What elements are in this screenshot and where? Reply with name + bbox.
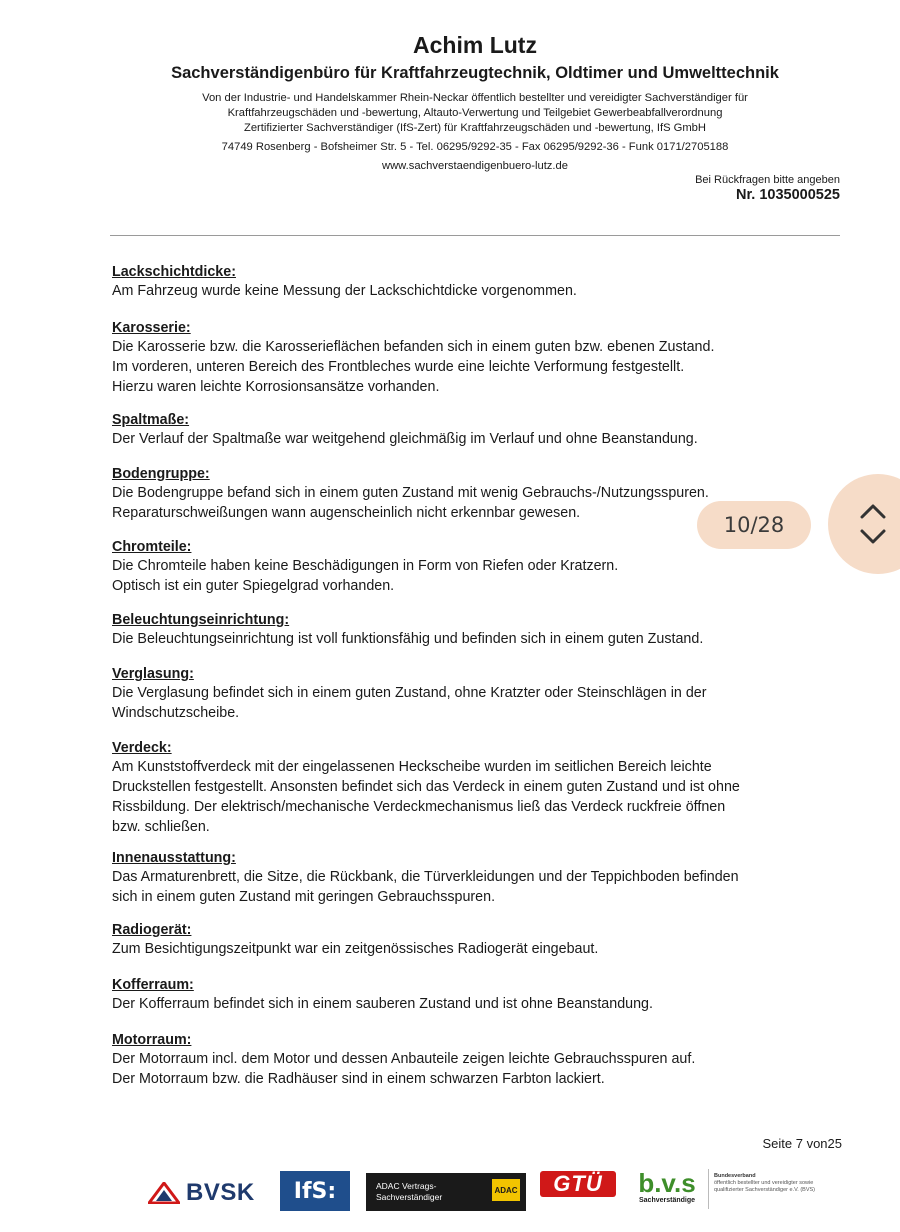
chevron-down-icon[interactable] — [858, 528, 888, 546]
body-line: Im vorderen, unteren Bereich des Frontbleches wurde eine leichte Verformung festgestellt. — [112, 359, 685, 375]
page-number: Seite 7 von25 — [762, 1136, 842, 1151]
section-title: Motorraum: — [112, 1032, 192, 1048]
page-indicator-text: 10/28 — [723, 513, 785, 537]
association-logos — [148, 1165, 828, 1215]
section-beleuchtungseinrichtung — [112, 612, 832, 649]
section-motorraum — [112, 1032, 832, 1089]
chevron-up-icon[interactable] — [858, 502, 888, 520]
bvsk-mark-icon — [148, 1182, 180, 1204]
section-title: Radiogerät: — [112, 922, 192, 938]
section-title: Beleuchtungseinrichtung: — [112, 612, 290, 628]
body-line: Am Fahrzeug wurde keine Messung der Lackschichtdicke vorgenommen. — [112, 283, 577, 299]
body-line: bzw. schließen. — [112, 819, 210, 835]
section-verdeck — [112, 740, 832, 837]
adac-logo — [366, 1173, 526, 1211]
gtu-logo — [540, 1171, 616, 1207]
contact-line: 74749 Rosenberg - Bofsheimer Str. 5 - Tel. 06295/9292-35 - Fax 06295/9292-36 - Funk 0171/2705188 — [221, 141, 729, 153]
section-title: Verdeck: — [112, 740, 172, 756]
section-title: Kofferraum: — [112, 977, 194, 993]
bvs-subtext: Sachverständige — [638, 1197, 696, 1204]
page-indicator — [697, 501, 811, 549]
body-line: Das Armaturenbrett, die Sitze, die Rückbank, die Türverkleidungen und der Teppichboden befinden — [112, 869, 739, 885]
section-body — [112, 683, 832, 723]
body-line: Am Kunststoffverdeck mit der eingelassenen Heckscheibe wurden im seitlichen Bereich leichte — [112, 759, 712, 775]
section-title: Chromteile: — [112, 539, 192, 555]
body-line: Reparaturschweißungen wann augenscheinlich nicht erkennbar gewesen. — [112, 505, 581, 521]
body-line: sich in einem guten Zustand mit geringen Gebrauchsspuren. — [112, 889, 496, 905]
section-body — [112, 1049, 832, 1089]
adac-text: ADAC Vertrags-Sachverständiger — [376, 1181, 443, 1202]
reference-label: Bei Rückfragen bitte angeben — [695, 174, 840, 186]
section-body — [112, 556, 832, 596]
section-body — [112, 429, 832, 449]
section-title: Lackschichtdicke: — [112, 264, 236, 280]
body-line: Der Kofferraum befindet sich in einem sauberen Zustand und ist ohne Beanstandung. — [112, 996, 653, 1012]
section-body — [112, 757, 832, 837]
section-radiogeraet — [112, 922, 832, 959]
section-body — [112, 337, 832, 397]
body-line: Rissbildung. Der elektrisch/mechanische Verdeckmechanismus ließ das Verdeck ruckfreie öffnen — [112, 799, 726, 815]
section-verglasung — [112, 666, 832, 723]
section-kofferraum — [112, 977, 832, 1014]
website-line: www.sachverstaendigenbuero-lutz.de — [382, 160, 568, 172]
bvs-description — [714, 1173, 834, 1194]
section-body — [112, 629, 832, 649]
ifs-text: IfS: — [293, 1178, 337, 1204]
header-divider — [110, 235, 840, 236]
bvs-description-title: Bundesverband — [714, 1173, 756, 1179]
body-line: Zum Besichtigungszeitpunkt war ein zeitgenössisches Radiogerät eingebaut. — [112, 941, 599, 957]
bvs-text: b.v.s — [638, 1168, 696, 1198]
body-line: Der Verlauf der Spaltmaße war weitgehend gleichmäßig im Verlauf und ohne Beanstandung. — [112, 431, 698, 447]
section-title: Karosserie: — [112, 320, 191, 336]
body-line: Optisch ist ein guter Spiegelgrad vorhanden. — [112, 578, 395, 594]
body-line: Die Beleuchtungseinrichtung ist voll funktionsfähig und befinden sich in einem guten Zustand. — [112, 631, 704, 647]
body-line: Windschutzscheibe. — [112, 705, 240, 721]
section-title: Innenausstattung: — [112, 850, 236, 866]
section-body — [112, 281, 832, 301]
body-line: Druckstellen festgestellt. Ansonsten befindet sich das Verdeck in einem guten Zustand und ist ohne — [112, 779, 740, 795]
body-line: Die Bodengruppe befand sich in einem guten Zustand mit wenig Gebrauchs-/Nutzungsspuren. — [112, 485, 709, 501]
section-title: Spaltmaße: — [112, 412, 190, 428]
section-lackschichtdicke — [112, 264, 832, 301]
body-line: Der Motorraum bzw. die Radhäuser sind in einem schwarzen Farbton lackiert. — [112, 1071, 605, 1087]
body-line: Die Karosserie bzw. die Karosserieflächen befanden sich in einem guten bzw. ebenen Zustand. — [112, 339, 715, 355]
section-spaltmasse — [112, 412, 832, 449]
expert-name: Achim Lutz — [413, 32, 537, 58]
section-innenausstattung — [112, 850, 832, 907]
logo-divider — [708, 1169, 709, 1209]
section-title: Bodengruppe: — [112, 466, 210, 482]
section-body — [112, 939, 832, 959]
header-line: Zertifizierter Sachverständiger (IfS-Zert) für Kraftfahrzeugschäden und -bewertung, IfS GmbH — [244, 122, 706, 134]
body-line: Der Motorraum incl. dem Motor und dessen Anbauteile zeigen leichte Gebrauchsspuren auf. — [112, 1051, 696, 1067]
adac-badge: ADAC — [492, 1179, 520, 1201]
bvsk-text: BVSK — [186, 1179, 255, 1206]
bvs-description-text: öffentlich bestellter und vereidigter sowie qualifizierter Sachverständiger e.V. (BVS) — [714, 1180, 815, 1193]
header-line: Von der Industrie- und Handelskammer Rhein-Neckar öffentlich bestellter und vereidigter Sachverständiger für — [202, 92, 748, 104]
section-karosserie — [112, 320, 832, 397]
body-line: Die Verglasung befindet sich in einem guten Zustand, ohne Kratzter oder Steinschlägen in der — [112, 685, 707, 701]
section-title: Verglasung: — [112, 666, 194, 682]
gtu-text: GTÜ — [540, 1171, 616, 1197]
body-line: Die Chromteile haben keine Beschädigungen in Form von Riefen oder Kratzern. — [112, 558, 619, 574]
section-body — [112, 867, 832, 907]
reference-number: Nr. 1035000525 — [735, 187, 840, 203]
office-title: Sachverständigenbüro für Kraftfahrzeugtechnik, Oldtimer und Umwelttechnik — [171, 64, 779, 82]
bvsk-logo — [148, 1179, 255, 1207]
bvs-logo — [635, 1169, 699, 1204]
ifs-logo — [280, 1171, 350, 1211]
header-line: Kraftfahrzeugschäden und -bewertung, Altauto-Verwertung und Teilgebiet Gewerbeabfallverordnung — [227, 107, 723, 119]
body-line: Hierzu waren leichte Korrosionsansätze vorhanden. — [112, 379, 440, 395]
section-body — [112, 994, 832, 1014]
